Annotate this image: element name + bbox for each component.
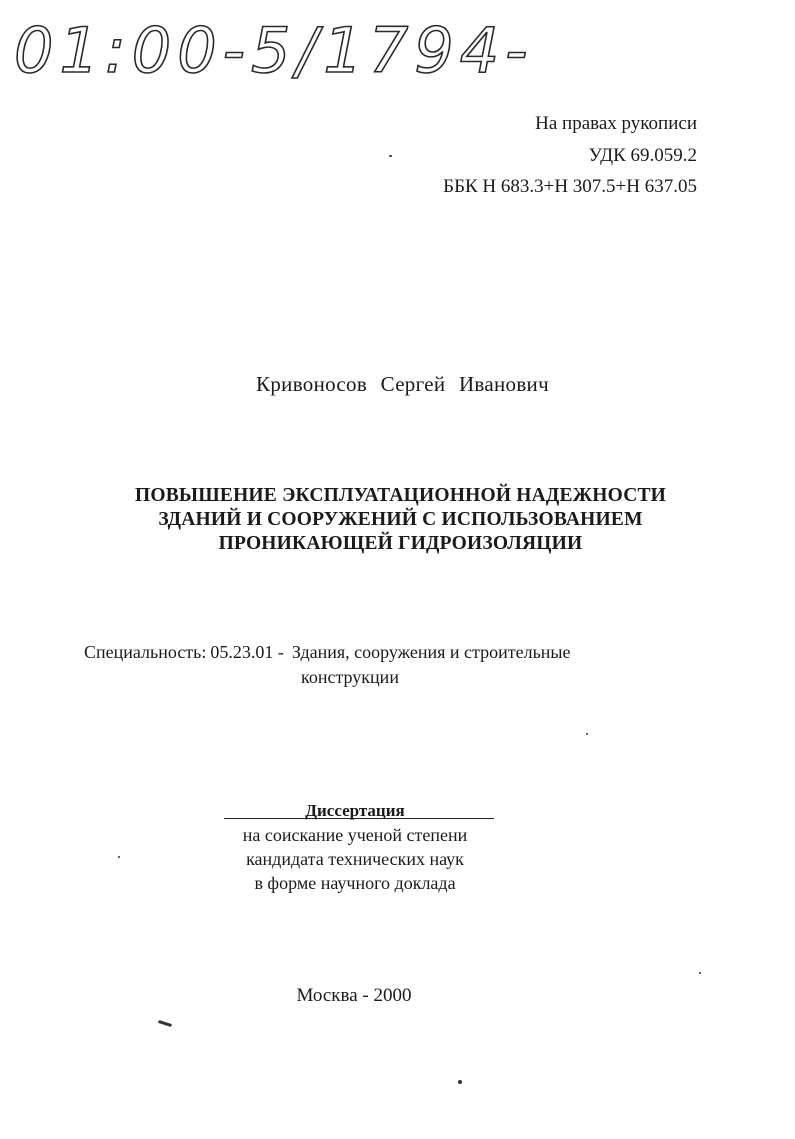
bbk-code: ББК Н 683.3+Н 307.5+Н 637.05: [443, 176, 697, 197]
degree-line: кандидата технических наук: [246, 849, 464, 869]
manuscript-rights-note: На правах рукописи: [535, 113, 697, 134]
degree-block: [0, 798, 710, 895]
scan-speck: [458, 1080, 462, 1084]
specialty-code: 05.23.01 -: [210, 642, 284, 662]
specialty-label: Специальность:: [84, 642, 207, 662]
author-patronymic: Иванович: [458, 372, 549, 396]
dissertation-heading: Диссертация: [305, 801, 405, 820]
dissertation-title: [0, 484, 795, 556]
specialty-block: [84, 640, 571, 690]
classification-block: [443, 108, 697, 203]
handwritten-code-drawing: [10, 6, 530, 92]
author-name: [0, 372, 795, 397]
degree-line: на соискание ученой степени: [242, 825, 468, 845]
city-year: Москва - 2000: [296, 985, 412, 1006]
udk-code: УДК 69.059.2: [588, 144, 697, 166]
specialty-description-continued: конструкции: [301, 667, 399, 687]
handwritten-archive-code: [10, 6, 530, 92]
scan-speck: [389, 155, 392, 157]
degree-line: в форме научного доклада: [254, 873, 456, 893]
specialty-description: Здания, сооружения и строительные: [291, 642, 571, 662]
title-line: ПОВЫШЕНИЕ ЭКСПЛУАТАЦИОННОЙ НАДЕЖНОСТИ: [134, 485, 667, 506]
archive-code-text: 01:00-5/1794-7: [14, 14, 530, 87]
scan-speck: [158, 1020, 172, 1027]
author-first-name: Сергей: [380, 372, 446, 396]
title-line: ЗДАНИЙ И СООРУЖЕНИЙ С ИСПОЛЬЗОВАНИЕМ: [158, 509, 643, 530]
scan-speck: [586, 733, 588, 735]
author-surname: Кривоносов: [256, 372, 368, 396]
scan-speck: [699, 972, 701, 974]
scan-speck: [118, 856, 120, 858]
title-line: ПРОНИКАЮЩЕЙ ГИДРОИЗОЛЯЦИИ: [218, 533, 583, 554]
